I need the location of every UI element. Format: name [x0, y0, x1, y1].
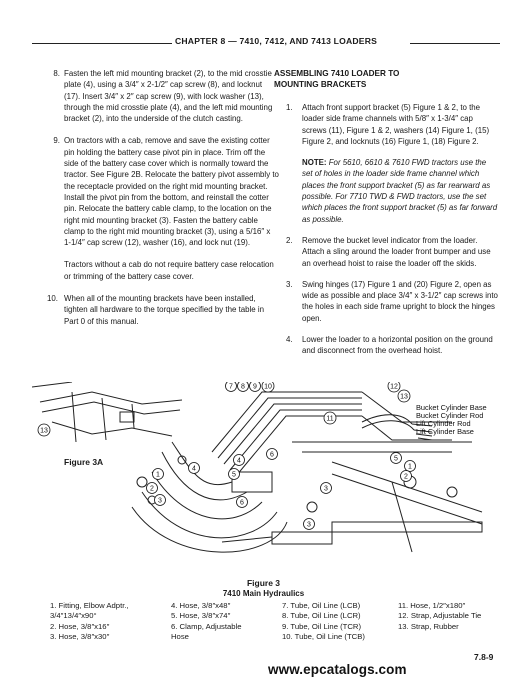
legend-entry: 1. Fitting, Elbow Adptr.,	[50, 601, 129, 610]
step-9	[53, 135, 279, 248]
step-text: Fasten the left mid mounting bracket (2), to the mid crosstie plate (4), using a 3/4″ x 2-1/2″ cap screw (8), and locknut (17). Insert 3/4″ x 2″ cap screw (9), with lock washer (13), through the mid crosstie plate (4), and the left mid mounting bracket (2), into the underside of the clutch casting.	[64, 69, 273, 124]
callout-2-right	[401, 471, 412, 482]
step-10	[47, 293, 279, 327]
hydraulics-figure	[32, 382, 498, 574]
callout-3	[155, 495, 166, 506]
figure-3a-label: Figure 3A	[64, 457, 104, 467]
svg-text:2: 2	[150, 485, 154, 493]
header-rule-left	[32, 43, 172, 44]
svg-text:8: 8	[241, 383, 245, 391]
legend-entry: 5. Hose, 3/8″x74″	[171, 611, 231, 621]
svg-text:11: 11	[326, 415, 334, 423]
left-column	[47, 68, 279, 338]
callout-13	[398, 390, 410, 402]
figure-caption: Figure 3	[246, 578, 281, 588]
svg-text:12: 12	[390, 383, 398, 391]
step-number: 3.	[286, 279, 293, 289]
legend-entry: 10. Tube, Oil Line (TCB)	[282, 632, 365, 642]
figure-subcaption: 7410 Main Hydraulics	[222, 589, 305, 598]
callout-6-left	[267, 449, 278, 460]
step-text: Swing hinges (17) Figure 1 and (20) Figure 2, open as wide as possible and place 3/4″ x 3-1/2″ cap screws into the holes in each side frame upright to block the hinges open.	[302, 279, 498, 323]
hydraulics-drawing	[32, 382, 498, 574]
svg-text:6: 6	[270, 451, 274, 459]
svg-text:7: 7	[229, 383, 233, 391]
legend-entry: 9. Tube, Oil Line (TCR)	[282, 621, 362, 631]
svg-text:3: 3	[324, 485, 328, 493]
svg-text:1: 1	[156, 471, 160, 479]
legend-col-3	[282, 601, 365, 643]
legend-entry: 13. Strap, Rubber	[398, 621, 459, 631]
assembly-step-4	[286, 334, 498, 357]
watermark-text: www.epcatalogs.com	[268, 662, 407, 677]
callout-3-right	[321, 483, 332, 494]
chapter-header	[32, 36, 500, 50]
legend-col-4	[398, 601, 481, 632]
step-number: 10.	[47, 294, 58, 304]
svg-text:4: 4	[237, 457, 241, 465]
legend-col-1	[50, 601, 129, 643]
note-text: For 5610, 6610 & 7610 FWD tractors use the set of holes in the loader side frame channel which places the front support bracket (5) as far rearward as possible. For 7710 TWD & FWD tractors, use the set which places the front support bracket (5) as far forward as possible.	[302, 158, 498, 224]
callout-4	[234, 455, 245, 466]
legend-col-2	[171, 601, 242, 643]
svg-text:13: 13	[400, 393, 408, 401]
svg-text:4: 4	[192, 465, 196, 473]
assembly-step-2	[286, 235, 498, 269]
legend-entry: 2. Hose, 3/8″x16″	[50, 621, 110, 631]
svg-text:10: 10	[264, 383, 272, 391]
svg-text:1: 1	[408, 463, 412, 471]
callout-11	[324, 412, 336, 424]
callout-13-inset	[38, 424, 50, 436]
step-number: 4.	[286, 335, 293, 345]
callout-9	[250, 382, 261, 392]
step-number: 8.	[53, 69, 60, 78]
chapter-title: CHAPTER 8 — 7410, 7412, AND 7413 LOADERS	[175, 36, 378, 46]
assembly-step-3	[286, 279, 498, 324]
section-title	[274, 68, 498, 90]
svg-text:9: 9	[253, 383, 257, 391]
legend-entry: 3/4″13/4″x90°	[50, 611, 97, 621]
callout-10	[262, 382, 274, 392]
legend-entry: 8. Tube, Oil Line (LCR)	[282, 611, 361, 621]
legend-entry: 6. Clamp, Adjustable	[171, 621, 242, 631]
step-text: Remove the bucket level indicator from the loader. Attach a sling around the loader front bumper and use an overhead hoist to raise the loader off the skids.	[302, 235, 491, 268]
legend-entry: 12. Strap, Adjustable Tie	[398, 611, 482, 621]
step-text: Lower the loader to a horizontal position on the ground and disconnect from the overhead hoist.	[302, 335, 493, 356]
assembly-step-1	[286, 102, 498, 147]
callout-4-right	[189, 463, 200, 474]
label-lift-cylinder-base: Lift Cylinder Base	[416, 427, 474, 436]
callout-5-right	[391, 453, 402, 464]
legend-entry: 4. Hose, 3/8″x48″	[171, 601, 231, 610]
legend-entry: Hose	[171, 632, 189, 642]
section-title-line1: ASSEMBLING 7410 LOADER TO	[274, 69, 400, 78]
callout-8	[238, 382, 249, 392]
callout-3-lower	[304, 519, 315, 530]
callout-6	[237, 497, 248, 508]
svg-text:6: 6	[240, 499, 244, 507]
svg-text:13: 13	[40, 427, 48, 435]
svg-text:5: 5	[394, 455, 398, 463]
legend-entry: 3. Hose, 3/8″x30″	[50, 632, 110, 642]
page-number: 7.8-9	[474, 652, 494, 662]
label-lift-cylinder-rod: Lift Cylinder Rod	[416, 419, 471, 428]
step-text: On tractors with a cab, remove and save the existing cotter pin holding the battery case pivot pin in place. Trim off the side of the battery case cover which is normally toward the tractor. See Figure 2B. Relocate the battery pivot assembly to the receptacle provided on the right mid mounting bracket. Install the pivot pin from the bottom, and reinstall the cotter pin. Relocate the battery cable clamp, to the location on the right mid mounting bracket (3). Fasten the battery cable clamp to the right mid mounting bracket (3), using a 5/16″ x 1-1/4″ cap screw (12), washer (16), and lock nut (19).	[64, 136, 279, 248]
callout-1	[153, 469, 164, 480]
note-label: NOTE:	[302, 158, 327, 168]
callout-1-right	[405, 461, 416, 472]
step-text: Attach front support bracket (5) Figure 1 & 2, to the loader side frame channels with 5/8″ x 1-3/4″ cap screws (11), Figure 1 & 2, washers (14) Figure 1, (15) Figure 2, and locknuts (16) Figure 1, (18) Figure 2.	[302, 103, 490, 146]
callout-7	[226, 382, 237, 392]
callout-2	[147, 483, 158, 494]
step-number: 1.	[286, 103, 293, 112]
label-bucket-cylinder-rod: Bucket Cylinder Rod	[416, 411, 484, 420]
svg-text:3: 3	[158, 497, 162, 505]
step-number: 2.	[286, 235, 293, 245]
right-column	[274, 68, 498, 367]
legend-entry: 11. Hose, 1/2″x180″	[398, 601, 466, 610]
step-8	[53, 68, 279, 124]
note-paragraph	[286, 157, 498, 225]
legend-entry: 7. Tube, Oil Line (LCB)	[282, 601, 361, 610]
callout-5	[229, 469, 240, 480]
svg-text:3: 3	[307, 521, 311, 529]
section-title-line2: MOUNTING BRACKETS	[274, 80, 367, 89]
label-bucket-cylinder-base: Bucket Cylinder Base	[416, 403, 487, 412]
step-text: When all of the mounting brackets have been installed, tighten all hardware to the torque specified by the table in Part 0 of this manual.	[64, 294, 265, 326]
callout-12	[388, 382, 400, 392]
svg-text:2: 2	[404, 473, 408, 481]
step-number: 9.	[53, 136, 60, 146]
svg-text:5: 5	[232, 471, 236, 479]
no-cab-paragraph: Tractors without a cab do not require battery case relocation or trimming of the battery case cover.	[64, 260, 274, 281]
header-rule-right	[410, 43, 500, 44]
